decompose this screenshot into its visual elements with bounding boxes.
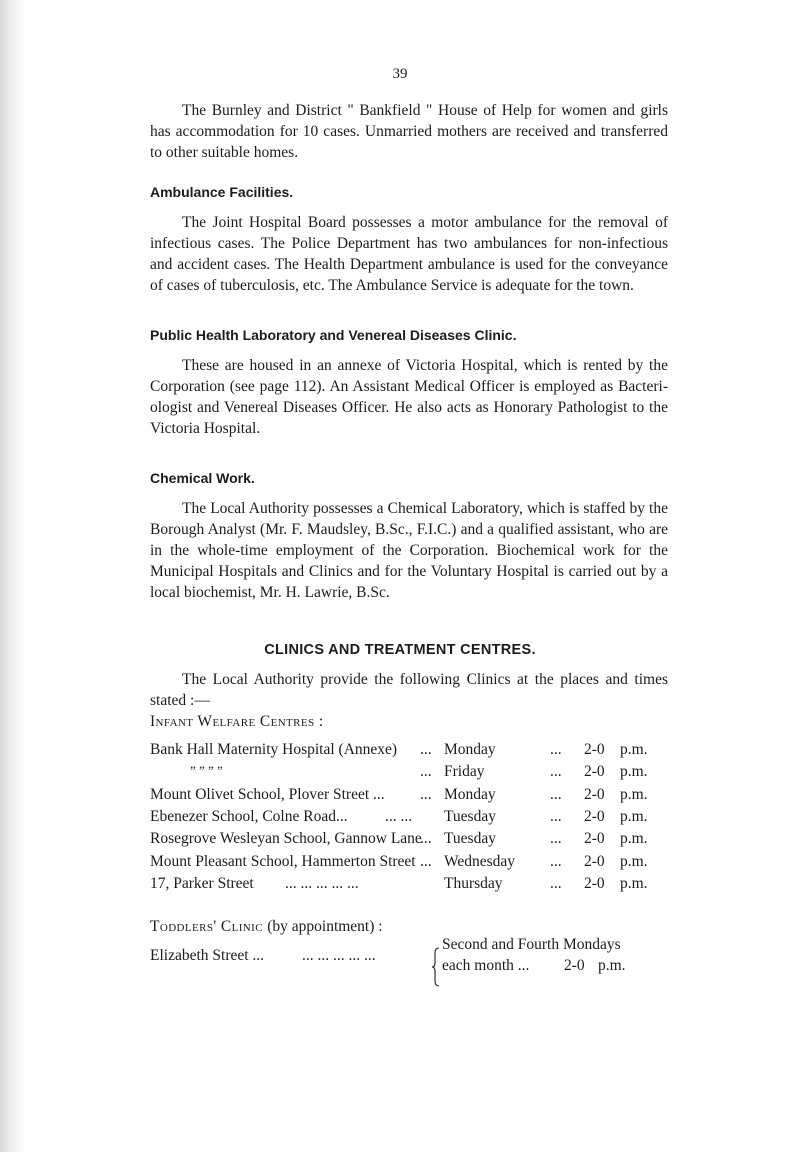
clinics-title: CLINICS AND TREATMENT CENTRES. (264, 642, 536, 658)
clinic-day: Thursday (444, 874, 503, 892)
clinic-place: Ebenezer School, Colne Road... (150, 807, 348, 825)
clinic-place: ” ” ” ” (190, 763, 223, 779)
clinic-row (150, 808, 670, 830)
section-body-ambulance: The Joint Hospital Board possesses a motor ambulance for the removal of infectious cases. The Police Department has two ambulances for non-infectious and accident cases. The Health Department ambulance is used for the conveyance of cases of tuberculosis, etc. The Ambulance Service is adequate for the town. (150, 214, 668, 294)
toddlers-heading-label: Toddlers' Clinic (150, 918, 263, 935)
clinic-place: 17, Parker Street (150, 874, 254, 892)
clinic-row (150, 830, 670, 852)
clinic-time: 2-0 (584, 763, 605, 781)
clinic-pm: p.m. (620, 874, 648, 892)
clinic-pm: p.m. (620, 852, 648, 870)
toddlers-time: 2-0 (564, 957, 585, 974)
clinic-time: 2-0 (584, 874, 605, 892)
clinic-place: Bank Hall Maternity Hospital (Annexe) (150, 741, 398, 758)
clinic-time: 2-0 (584, 852, 605, 870)
clinic-leader-dots: ... (420, 852, 432, 870)
section-body-chemical: The Local Authority possesses a Chemical Laboratory, which is staffed by the Borough Analyst (Mr. F. Maudsley, B.Sc., F.I.C.) and a qualified assistant, who are in the whole-time employment of the Corporation. Biochemical work for the Municipal Hospitals and Clinics and for the Voluntary Hospital is carried out by a local biochemist, Mr. H. Lawrie, B.Sc. (150, 500, 668, 601)
toddlers-schedule-line2: each month ... (442, 957, 530, 974)
intro-paragraph: The Burnley and District " Bankfield " House of Help for women and girls has accommodation for 10 cases. Unmarried mothers are received and transferred to other suitable homes. (150, 102, 668, 161)
clinic-row (150, 763, 670, 785)
clinic-time-dots: ... (550, 741, 562, 758)
clinic-leader-dots: ... ... (385, 807, 413, 825)
clinic-time: 2-0 (584, 807, 605, 825)
clinic-time-dots: ... (550, 830, 562, 848)
clinic-day: Tuesday (444, 830, 496, 848)
clinic-pm: p.m. (620, 830, 648, 848)
clinic-time-dots: ... (550, 874, 562, 892)
clinic-time: 2-0 (584, 741, 605, 758)
clinics-intro: The Local Authority provide the following Clinics at the places and times stated :— (150, 671, 668, 709)
clinic-day: Monday (444, 741, 496, 758)
section-heading-ambulance: Ambulance Facilities. (150, 184, 294, 200)
clinic-time-dots: ... (550, 785, 562, 803)
section-heading-laboratory: Public Health Laboratory and Venereal Diseases Clinic. (150, 327, 517, 343)
toddlers-pm: p.m. (598, 957, 626, 974)
clinic-pm: p.m. (620, 763, 648, 781)
clinic-pm: p.m. (620, 807, 648, 825)
clinic-row (150, 853, 670, 875)
clinic-place: Rosegrove Wesleyan School, Gannow Lane (150, 830, 422, 848)
section-heading-chemical: Chemical Work. (150, 470, 255, 486)
clinic-day: Wednesday (444, 852, 516, 870)
clinic-leader-dots: ... (420, 741, 432, 758)
toddlers-place: Elizabeth Street ... (150, 947, 265, 964)
clinic-time: 2-0 (584, 785, 605, 803)
page-number: 39 (392, 66, 408, 82)
clinic-time-dots: ... (550, 852, 562, 870)
clinic-row (150, 741, 670, 763)
toddlers-heading-note: (by appointment) : (267, 918, 383, 935)
clinic-leader-dots: ... (420, 785, 432, 803)
page-edge-shadow (0, 0, 26, 1152)
toddlers-heading (150, 918, 383, 936)
clinic-time: 2-0 (584, 830, 605, 848)
clinic-time-dots: ... (550, 807, 562, 825)
infant-welfare-heading: Infant Welfare Centres : (150, 713, 324, 730)
clinic-leader-dots: ... ... ... ... ... (285, 874, 359, 892)
clinic-day: Tuesday (444, 807, 496, 825)
clinic-pm: p.m. (620, 785, 648, 803)
clinic-place: Mount Pleasant School, Hammerton Street (150, 852, 416, 870)
toddlers-leader-dots: ... ... ... ... ... (302, 947, 376, 964)
clinic-time-dots: ... (550, 763, 562, 781)
clinic-leader-dots: ... (420, 763, 432, 781)
clinic-place: Mount Olivet School, Plover Street ... (150, 785, 385, 803)
toddlers-schedule-line1: Second and Fourth Mondays (442, 936, 621, 953)
brace-symbol (432, 947, 440, 987)
clinic-row (150, 786, 670, 808)
clinic-row (150, 875, 670, 897)
section-body-laboratory: These are housed in an annexe of Victoria Hospital, which is rented by the Corporation (see page 112). An Assistant Medical Officer is employed as Bacteri-ologist and Venereal Diseases Officer. He also acts as Honorary Pathologist to the Victoria Hospital. (150, 357, 668, 437)
clinic-pm: p.m. (620, 741, 648, 758)
clinic-day: Friday (444, 763, 485, 781)
toddlers-clinic-row (150, 936, 670, 991)
clinic-day: Monday (444, 785, 496, 803)
clinic-leader-dots: ... (420, 830, 432, 848)
